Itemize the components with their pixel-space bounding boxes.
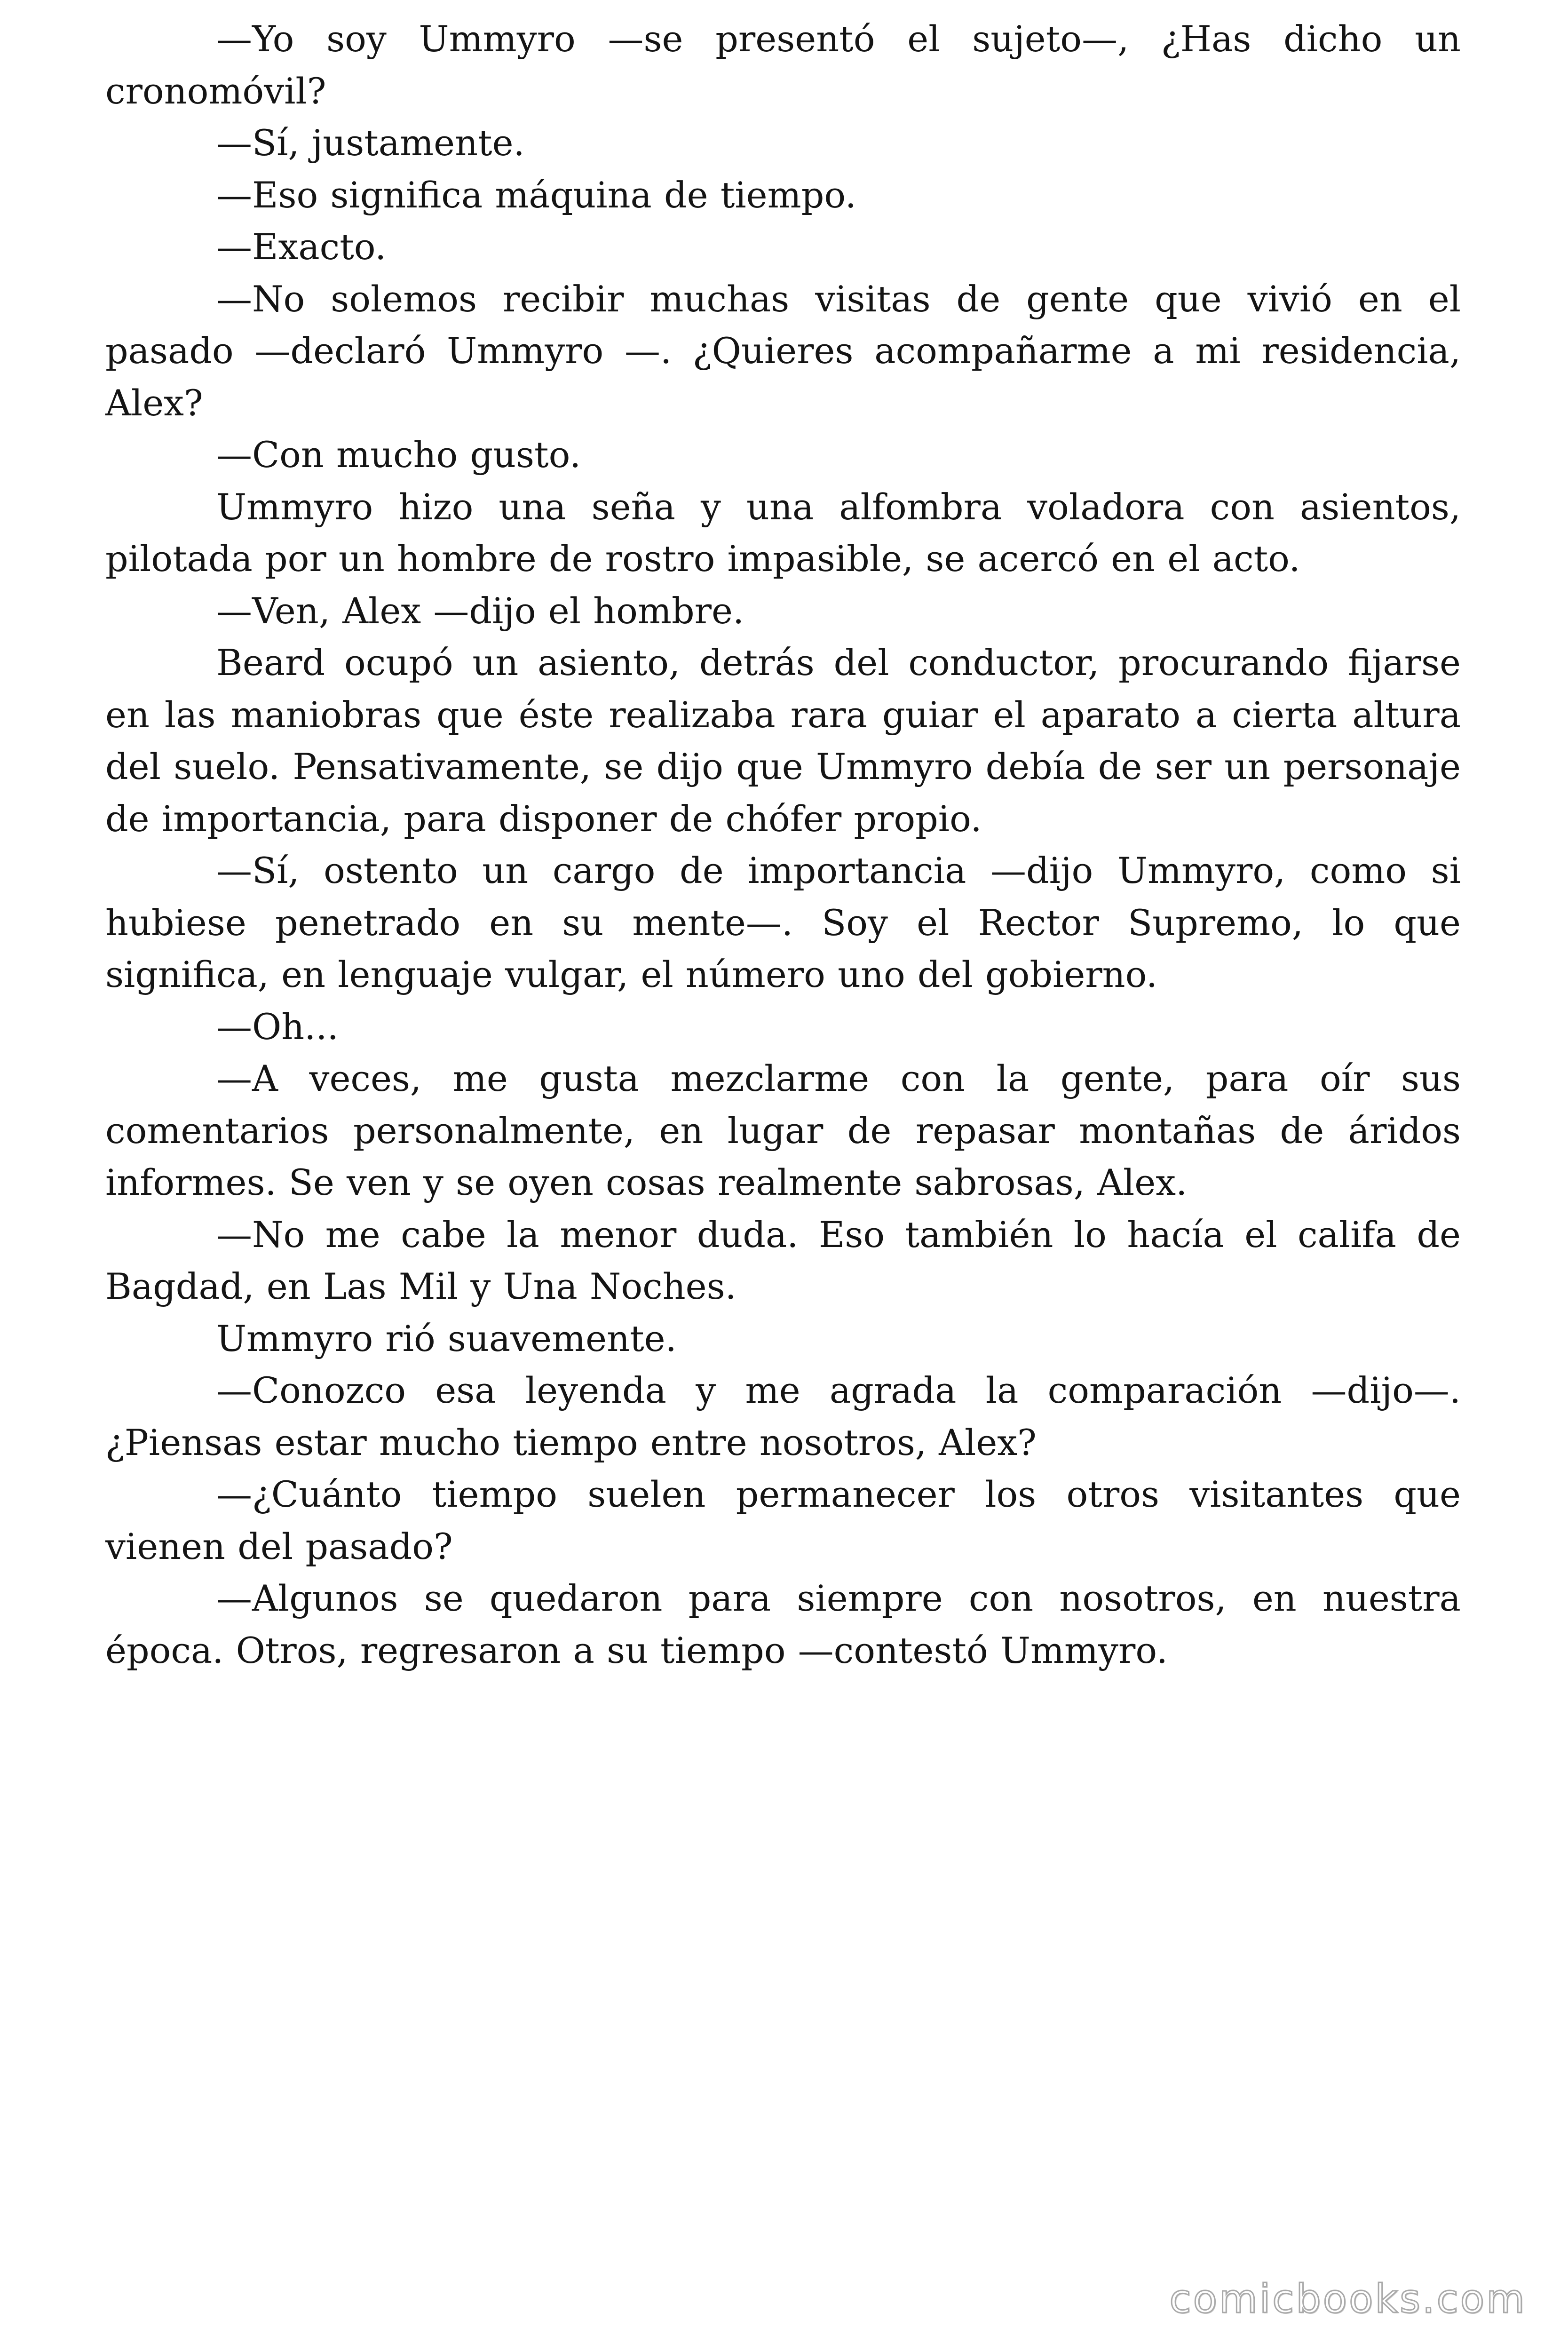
paragraph: —Sí, justamente. xyxy=(216,122,525,164)
paragraph: —Eso significa máquina de tiempo. xyxy=(216,174,856,216)
paragraph: —Ven, Alex —dijo el hombre. xyxy=(216,589,744,632)
paragraph: —No me cabe la menor duda. Eso también lo hacía el califa de Bagdad, en Las Mil y Una Noches. xyxy=(105,1213,1461,1307)
paragraph: —Yo soy Ummyro —se presentó el sujeto—, ¿Has dicho un cronomóvil? xyxy=(105,18,1461,112)
paragraph: —Oh... xyxy=(216,1005,339,1048)
paragraph: —A veces, me gusta mezclarme con la gente, para oír sus comentarios personalmente, en lugar de repasar montañas de áridos informes. Se ven y se oyen cosas realmente sabrosas, Alex. xyxy=(105,1057,1461,1203)
paragraph: —Conozco esa leyenda y me agrada la comparación —dijo—. ¿Piensas estar mucho tiempo entre nosotros, Alex? xyxy=(105,1369,1461,1463)
paragraph: —Algunos se quedaron para siempre con nosotros, en nuestra época. Otros, regresaron a su tiempo —contestó Ummyro. xyxy=(105,1577,1461,1671)
paragraph: Ummyro hizo una seña y una alfombra voladora con asientos, pilotada por un hombre de rostro impasible, se acercó en el acto. xyxy=(105,485,1461,580)
paragraph: Ummyro rió suavemente. xyxy=(216,1317,677,1359)
paragraph: —No solemos recibir muchas visitas de gente que vivió en el pasado —declaró Ummyro —. ¿Quieres acompañarme a mi residencia, Alex? xyxy=(105,278,1461,424)
paragraph: —Exacto. xyxy=(216,226,387,268)
body-text xyxy=(105,13,1461,1677)
watermark: comicbooks.com xyxy=(1169,2276,1527,2322)
paragraph: —¿Cuánto tiempo suelen permanecer los otros visitantes que vienen del pasado? xyxy=(105,1473,1461,1567)
paragraph: Beard ocupó un asiento, detrás del conductor, procurando fijarse en las maniobras que éste realizaba rara guiar el aparato a cierta altura del suelo. Pensativamente, se dijo que Ummyro debía de ser un personaje de importancia, para disponer de chófer propio. xyxy=(105,642,1461,840)
paragraph: —Sí, ostento un cargo de importancia —dijo Ummyro, como si hubiese penetrado en su mente—. Soy el Rector Supremo, lo que significa, en lenguaje vulgar, el número uno del gobierno. xyxy=(105,850,1461,995)
paragraph: —Con mucho gusto. xyxy=(216,434,581,476)
